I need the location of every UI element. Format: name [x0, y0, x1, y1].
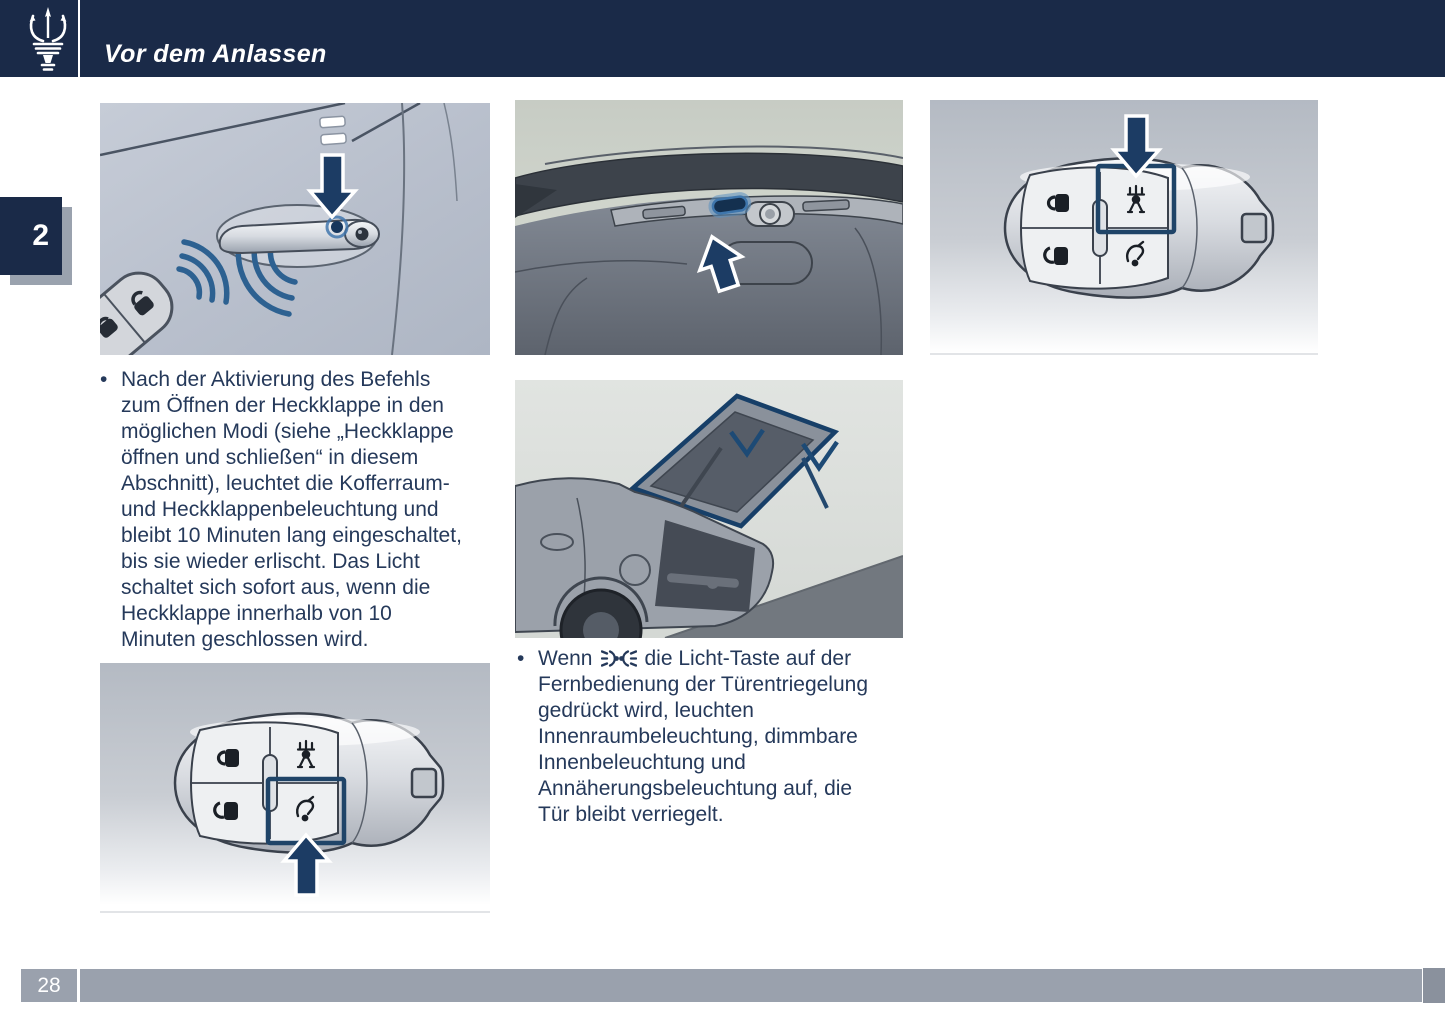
text-line: Abschnitt), leuchtet die Kofferraum- [121, 472, 450, 495]
chapter-tab: 2 [0, 197, 62, 275]
figure-door-handle-remote-unlock [100, 103, 490, 355]
figure-key-fob-trunk-button [100, 663, 490, 905]
header-divider [78, 0, 80, 77]
exterior-lights-icon [601, 649, 637, 668]
page-header [0, 0, 1445, 77]
text-line: Tür bleibt verriegelt. [538, 803, 724, 826]
text-line: bis sie wieder erlischt. Das Licht [121, 550, 420, 573]
text-segment: Wenn [538, 647, 593, 670]
footer-bar [21, 969, 1422, 1002]
text-line: zum Öffnen der Heckklappe in den [121, 394, 444, 417]
separator-line [930, 353, 1318, 355]
figure-tailgate-release-button [515, 100, 903, 355]
text-line: möglichen Modi (siehe „Heckklappe [121, 420, 454, 443]
text-line: Innenraumbeleuchtung, dimmbare [538, 725, 858, 748]
text-line: Heckklappe innerhalb von 10 [121, 602, 392, 625]
text-line: gedrückt wird, leuchten [538, 699, 754, 722]
text-line [517, 646, 937, 672]
text-line: bleibt 10 Minuten lang eingeschaltet, [121, 524, 462, 547]
footer-corner-block [1423, 968, 1445, 1003]
text-line: Annäherungsbeleuchtung auf, die [538, 777, 853, 800]
text-segment: die Licht-Taste auf der [644, 647, 852, 670]
text-line: Fernbedienung der Türentriegelung [538, 673, 869, 696]
text-line: öffnen und schließen“ in diesem [121, 446, 419, 469]
text-line: und Heckklappenbeleuchtung und [121, 498, 439, 521]
figure-open-tailgate [515, 380, 903, 638]
footer-page-number: 28 [21, 969, 77, 1002]
page-title: Vor dem Anlassen [104, 40, 327, 68]
footer-bar-fill [80, 969, 1422, 1002]
text-line: schaltet sich sofort aus, wenn die [121, 576, 431, 599]
tailgate-button-highlight [710, 193, 750, 216]
bullet-tailgate-lighting [100, 367, 520, 653]
bullet-light-button [517, 646, 937, 828]
text-line: Innenbeleuchtung und [538, 751, 746, 774]
figure-key-fob-light-button [930, 100, 1318, 353]
maserati-trident-icon [23, 5, 73, 73]
separator-line [100, 911, 490, 913]
text-line: Minuten geschlossen wird. [121, 628, 369, 651]
text-line: • Nach der Aktivierung des Befehls [100, 367, 520, 393]
